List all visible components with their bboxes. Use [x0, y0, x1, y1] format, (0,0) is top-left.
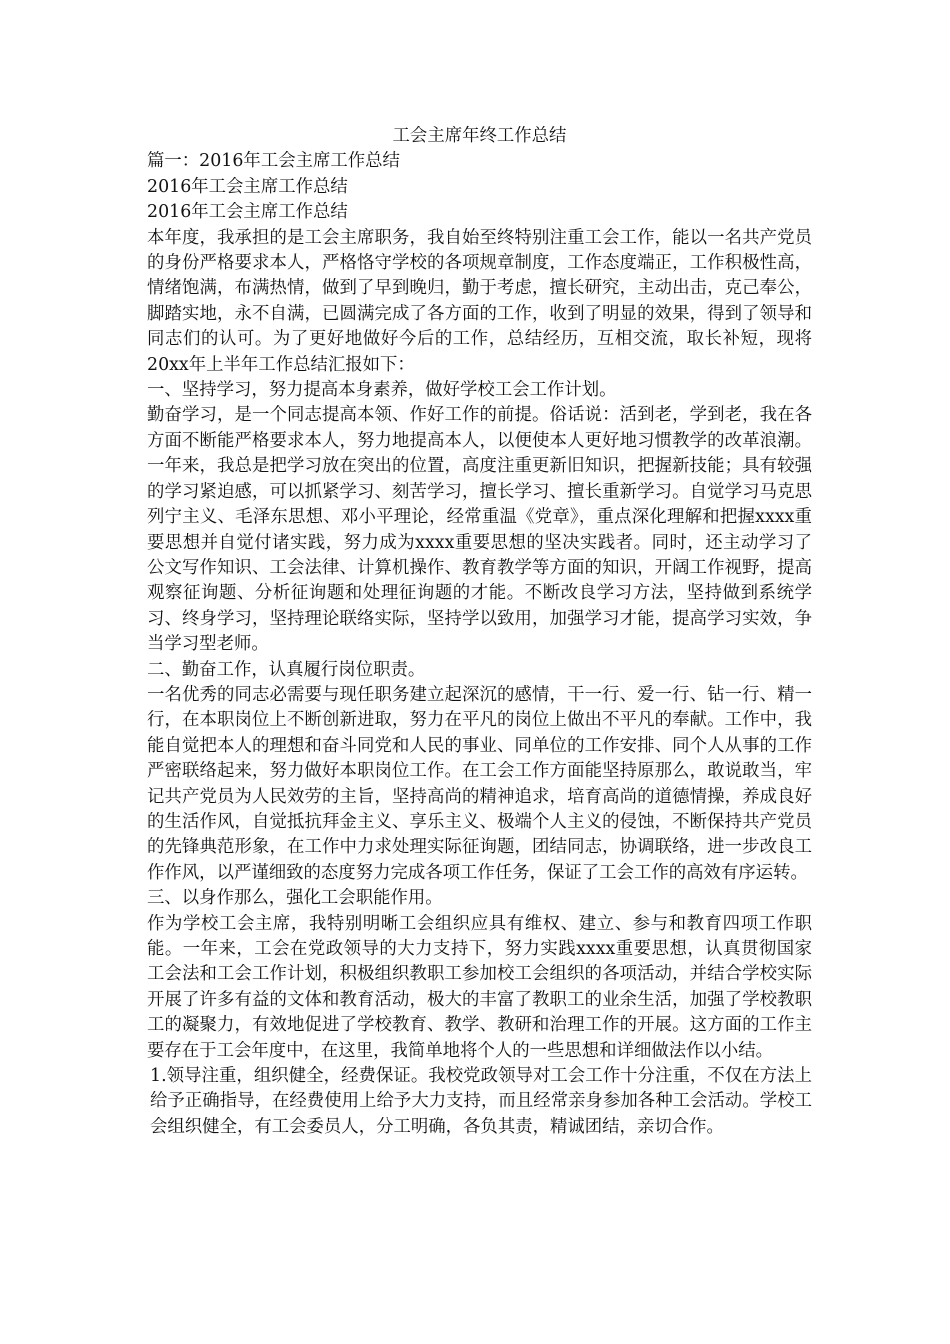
document-title: 工会主席年终工作总结 — [392, 126, 567, 146]
section-1-paragraph: 勤奋学习，是一个同志提高本领、作好工作的前提。俗话说：活到老，学到老，我在各方面不断能严格要求本人，努力地提高本人，以便使本人更好地习惯教学的改革浪潮。一年来，我总是把学习放在突出的位置，高度注重更新旧知识，把握新技能；具有较强的学习紧迫感，可以抓紧学习、刻苦学习，擅长学习、擅长重新学习。自觉学习马克思列宁主义、毛泽东思想、邓小平理论，经常重温《党章》，重点深化理解和把握xxxx重要思想并自觉付诸实践，努力成为xxxx重要思想的坚决实践者。同时，还主动学习了公文写作知识、工会法律、计算机操作、教育教学等方面的知识，开阔工作视野，提高观察征询题、分析征询题和处理征询题的才能。不断改良学习方法，坚持做到系统学习、终身学习，坚持理论联络实际，坚持学以致用，加强学习才能，提高学习实效，争当学习型老师。 — [147, 405, 812, 655]
item-1-paragraph: 1.领导注重，组织健全，经费保证。我校党政领导对工会工作十分注重，不仅在方法上给予正确指导，在经费使用上给予大力支持，而且经常亲身参加各种工会活动。学校工会组织健全，有工会委员人，分工明确，各负其责，精诚团结，亲切合作。 — [150, 1066, 812, 1137]
section-3-paragraph: 作为学校工会主席，我特别明晰工会组织应具有维权、建立、参与和教育四项工作职能。一年来，工会在党政领导的大力支持下，努力实践xxxx重要思想，认真贯彻国家工会法和工会工作计划，积极组织教职工参加校工会组织的各项活动，并结合学校实际开展了许多有益的文体和教育活动，极大的丰富了教职工的业余生活，加强了学校教职工的凝聚力，有效地促进了学校教育、教学、教研和治理工作的开展。这方面的工作主要存在于工会年度中，在这里，我简单地将个人的一些思想和详细做法作以小结。 — [147, 913, 812, 1061]
section-2-paragraph: 一名优秀的同志必需要与现任职务建立起深沉的感情，干一行、爱一行、钻一行、精一行，在本职岗位上不断创新进取，努力在平凡的岗位上做出不平凡的奉献。工作中，我能自觉把本人的理想和奋斗同党和人民的事业、同单位的工作安排、同个人从事的工作严密联络起来，努力做好本职岗位工作。在工会工作方面能坚持原那么，敢说敢当，牢记共产党员为人民效劳的主旨，坚持高尚的精神追求，培育高尚的道德情操，养成良好的生活作风，自觉抵抗拜金主义、享乐主义、极端个人主义的侵蚀，不断保持共产党员的先锋典范形象，在工作中力求处理实际征询题，团结同志，协调联络，进一步改良工作作风，以严谨细致的态度努力完成各项工作任务，保证了工会工作的高效有序运转。 — [147, 684, 812, 883]
section-1-heading: 一、坚持学习，努力提高本身素养，做好学校工会工作计划。 — [147, 380, 617, 401]
intro-paragraph: 本年度，我承担的是工会主席职务，我自始至终特别注重工会工作，能以一名共产党员的身份严格要求本人，严格恪守学校的各项规章制度，工作态度端正，工作积极性高，情绪饱满，布满热情，做到了早到晚归，勤于考虑，擅长研究，主动出击，克己奉公，脚踏实地，永不自满，已圆满完成了各方面的工作，收到了明显的效果，得到了领导和同志们的认可。为了更好地做好今后的工作，总结经历，互相交流，取长补短，现将20xx年上半年工作总结汇报如下： — [147, 227, 812, 375]
heading-subtitle: 2016年工会主席工作总结 — [147, 176, 348, 197]
heading-part-one: 篇一：2016年工会主席工作总结 — [147, 151, 400, 172]
section-3-heading: 三、以身作那么，强化工会职能作用。 — [147, 888, 443, 909]
heading-subtitle-repeat: 2016年工会主席工作总结 — [147, 202, 348, 223]
document-body — [147, 124, 812, 1140]
section-2-heading: 二、勤奋工作，认真履行岗位职责。 — [147, 659, 426, 680]
